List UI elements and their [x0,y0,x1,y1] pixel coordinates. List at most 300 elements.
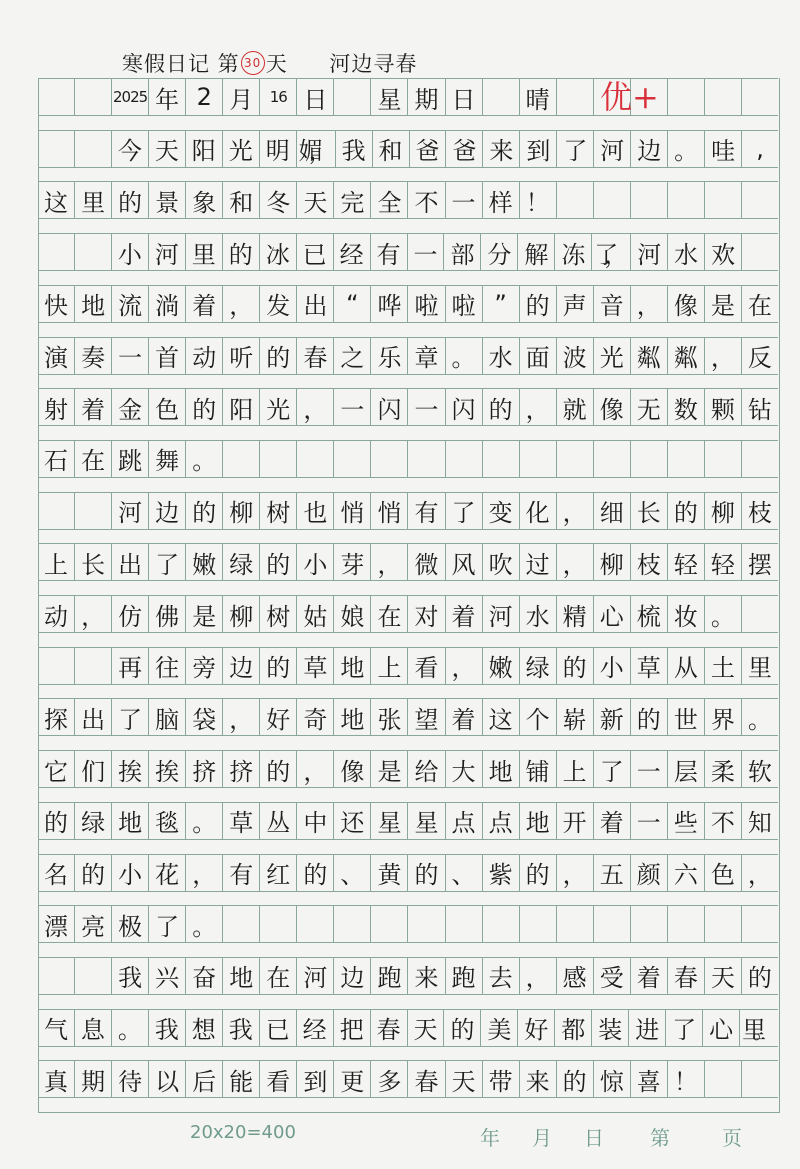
grid-cell: 脑 [149,699,186,735]
grid-cell: 真 [38,1061,75,1097]
grid-cell: 长 [75,544,112,580]
grid-cell: 光 [260,389,297,425]
grid-cell: 的 [260,648,297,684]
grid-cell: 长 [631,493,668,529]
grid-cell: 柳 [594,544,631,580]
grid-cell: 了 [149,544,186,580]
grid-cell [742,1061,778,1097]
grid-cell: 地 [75,286,112,322]
grid-cell [297,906,334,942]
grid-cell: 着 [446,596,483,632]
grid-cell: 亮 [75,906,112,942]
grid-cell: 小 [594,648,631,684]
grid-cell: 水 [483,338,520,374]
grid-cell [223,906,260,942]
grid-cell: ， [557,493,594,529]
grid-cell: 听 [223,338,260,374]
footer-page-prefix: 第 [650,1126,670,1150]
grid-cell: 的 [747,964,772,993]
grid-cell: 、 [446,855,483,891]
grid-cell: 好 [260,699,297,735]
grid-cell: 。 [705,596,742,632]
grid-cell: 象 [186,182,223,218]
grid-cell: 土 [705,648,742,684]
grid-cell: ！ [668,1061,705,1097]
grid-cell: 能 [223,1061,260,1097]
grid-cell: 一 [112,338,149,374]
grid-cell: 了 [446,493,483,529]
grid-cell: 一 [334,389,371,425]
grid-cell: 我 [223,1010,260,1046]
grid-cell: 挤 [186,751,223,787]
grid-cell: ， [631,286,668,322]
footer-page-suffix: 页 [722,1126,742,1150]
grid-cell: ！ [520,182,557,218]
grid-cell: 已 [260,1010,297,1046]
grid-cell: 着 [631,958,668,994]
grid-cell: 给 [408,751,445,787]
grid-cell: 的 [260,338,297,374]
grid-cell: 跳 [112,441,149,477]
grid-cell: 上 [38,544,75,580]
grid-cell [223,441,260,477]
grid-cell: 的 [520,286,557,322]
grid-cell: 欢 [705,234,742,270]
grid-cell: 。 [186,803,223,839]
footer-day: 日 [584,1126,604,1150]
grid-cell: 里 [747,654,772,683]
grid-cell: 新 [594,699,631,735]
grid-cell: 舞 [149,441,186,477]
grid-cell [557,441,594,477]
grid-cell: 明 [260,131,297,167]
grid-cell: 铺 [520,751,557,787]
grid-cell: 今 [112,131,149,167]
grid-cell: 天 [705,958,742,994]
grid-cell: 之 [334,338,371,374]
grid-cell: 的 [38,803,75,839]
grid-cell: ， [705,338,742,374]
grid-cell: 天 [408,1010,445,1046]
grid-cell: 的 [112,182,149,218]
grid-cell: 天 [297,182,334,218]
grid-cell: 。 [747,705,772,734]
grid-cell [742,182,778,218]
grid-cell: 轻 [668,544,705,580]
grid-cell: ， [557,855,594,891]
grid-cell: 地 [483,751,520,787]
grid-cell: 知 [747,809,772,838]
grid-cell: 一 [631,751,668,787]
grid-cell: 们 [75,751,112,787]
grid-cell: 看 [408,648,445,684]
grid-cell [594,182,631,218]
grid-cell: 在 [75,441,112,477]
grid-cell: 来 [483,131,520,167]
grid-cell: 挨 [149,751,186,787]
grid-cell: 边 [149,493,186,529]
grid-cell: 河 [112,493,149,529]
grid-row [38,543,778,581]
grid-cell: 的 [186,493,223,529]
grid-cell: 流 [112,286,149,322]
grid-cell: 看 [260,1061,297,1097]
grid-row [38,1060,778,1098]
diary-title [122,48,417,78]
grid-cell: 探 [38,699,75,735]
grid-cell [334,906,371,942]
grid-cell: 景 [149,182,186,218]
grid-cell: , [756,134,764,163]
grid-cell: 草 [223,803,260,839]
grid-cell: 着 [446,699,483,735]
grid-cell: 悄 [334,493,371,529]
grid-cell: 首 [149,338,186,374]
grid-cell: 出 [297,286,334,322]
grid-cell: 对 [408,596,445,632]
grid-count-label: 20x20=400 [190,1122,296,1143]
grid-cell: 了 [112,699,149,735]
grid-cell: 地 [520,803,557,839]
grid-cell [334,79,371,115]
grid-cell: 快 [38,286,75,322]
grid-cell: 在 [260,958,297,994]
grid-cell: 跑 [446,958,483,994]
grid-cell: 边 [334,958,371,994]
grid-cell [38,131,75,167]
grid-cell: 树 [260,493,297,529]
grid-cell: 了， [592,234,631,270]
grid-cell [408,906,445,942]
grid-cell: 16 [260,79,297,115]
grid-cell: ， [747,861,772,889]
grid-cell: 兴 [149,958,186,994]
grid-cell: 毯 [149,803,186,839]
grid-cell: 来 [408,958,445,994]
title-prefix: 寒假日记 第 [122,52,240,76]
grid-cell: 里 [186,234,223,270]
grid-cell [705,182,742,218]
grid-cell: 进 [629,1010,666,1046]
grid-cell: 好 [518,1010,555,1046]
grid-cell [705,79,742,115]
grid-cell: 喜 [631,1061,668,1097]
grid-cell [75,79,112,115]
grid-row [38,78,778,116]
grid-cell [75,234,112,270]
grid-cell: 着 [594,803,631,839]
grid-cell: ， [223,286,260,322]
grid-cell: 天 [446,1061,483,1097]
grid-cell: 风 [446,544,483,580]
grid-cell: 开 [557,803,594,839]
grid-cell: 小 [297,544,334,580]
grid-cell: 待 [112,1061,149,1097]
grid-cell: 的 [186,389,223,425]
grid-cell: 光 [594,338,631,374]
grid-cell: 丛 [260,803,297,839]
grid-cell: 出 [112,544,149,580]
grid-cell: 水 [520,596,557,632]
grid-cell [668,79,705,115]
grid-cell: 。 [186,906,223,942]
grid-cell: 了 [666,1010,703,1046]
grid-cell: ” [483,286,520,322]
grid-cell: 爸 [446,131,483,167]
grid-cell: 了 [594,751,631,787]
grid-cell: 发 [260,286,297,322]
grid-cell: 绿 [223,544,260,580]
grid-cell [631,441,668,477]
grid-cell: 柔 [705,751,742,787]
grid-cell: 悄 [371,493,408,529]
grid-cell: 分 [481,234,518,270]
grid-cell: 爸 [410,131,447,167]
grid-cell: 演 [38,338,75,374]
grid-row [38,750,778,788]
grid-cell: 样 [483,182,520,218]
teacher-grade: 优+ [600,78,659,116]
grid-row [38,285,778,323]
grid-cell: 和 [373,131,410,167]
grid-cell [75,131,112,167]
grid-cell: 带 [483,1061,520,1097]
grid-cell: 层 [668,751,705,787]
grid-cell: 的 [260,544,297,580]
grid-cell: 水 [668,234,705,270]
grid-cell: 的 [260,751,297,787]
grid-cell [483,441,520,477]
grid-cell: 一 [408,234,445,270]
grid-cell: 花 [149,855,186,891]
grid-cell: 上 [557,751,594,787]
grid-cell: 精 [557,596,594,632]
grid-cell: 挨 [112,751,149,787]
grid-cell: 媚， [297,131,336,167]
grid-cell: 到 [520,131,557,167]
grid-cell: 石 [38,441,75,477]
grid-cell: 的 [223,234,260,270]
grid-cell: 部 [444,234,481,270]
grid-cell: 边 [223,648,260,684]
grid-cell: 河 [631,234,668,270]
grid-cell: 色 [149,389,186,425]
grid-cell: 一 [631,803,668,839]
grid-cell: 妆 [668,596,705,632]
grid-cell [483,906,520,942]
grid-cell: 动 [186,338,223,374]
grid-cell [594,441,631,477]
grid-cell: 了 [149,906,186,942]
grid-cell [371,906,408,942]
grid-cell [557,79,594,115]
grid-cell: 一 [446,182,483,218]
grid-row [38,440,778,478]
grid-cell: 想 [186,1010,223,1046]
grid-cell: 河 [149,234,186,270]
grid-cell: 个 [520,699,557,735]
grid-cell: 些 [668,803,705,839]
grid-cell [668,182,705,218]
grid-cell: ， [186,855,223,891]
grid-row [38,130,778,168]
grid-cell: 粼 [631,338,668,374]
grid-cell [446,441,483,477]
grid-cell [38,79,75,115]
grid-cell: 地 [334,699,371,735]
grid-cell: 地 [334,648,371,684]
grid-cell [75,493,112,529]
grid-cell: 颗 [705,389,742,425]
grid-cell: 以 [149,1061,186,1097]
grid-cell: 啦 [446,286,483,322]
grid-row [38,698,778,736]
grid-cell [38,648,75,684]
grid-cell: 像 [594,389,631,425]
grid-cell: ， [520,958,557,994]
title-subject: 河边寻春 [329,52,418,76]
grid-cell: 气 [38,1010,75,1046]
grid-cell: “ [334,286,371,322]
grid-cell: 面 [520,338,557,374]
grid-cell: 动 [38,596,75,632]
grid-cell: 冬 [260,182,297,218]
grid-cell [594,906,631,942]
grid-cell: 。 [446,338,483,374]
grid-cell: 息 [75,1010,112,1046]
grid-cell: 摆 [747,550,772,579]
grid-cell [75,958,112,994]
grid-cell: 树 [260,596,297,632]
grid-cell: 名 [38,855,75,891]
grid-cell: 枝 [747,499,772,528]
grid-cell: 星 [371,803,408,839]
grid-cell: 波 [557,338,594,374]
grid-cell: 五 [594,855,631,891]
grid-cell: 了 [557,131,594,167]
grid-cell: 河 [297,958,334,994]
grid-cell: 经 [334,234,371,270]
grid-cell [38,234,75,270]
grid-cell: 日 [297,79,334,115]
grid-cell: 崭 [557,699,594,735]
grid-cell [742,441,778,477]
grid-cell: 是 [705,286,742,322]
grid-cell: 春 [297,338,334,374]
grid-cell: 我 [149,1010,186,1046]
grid-cell: 也 [297,493,334,529]
grid-cell: 的 [483,389,520,425]
grid-cell: 极 [112,906,149,942]
grid-cell [705,1061,742,1097]
grid-cell: 绿 [75,803,112,839]
grid-row [38,905,778,943]
grid-cell: 轻 [705,544,742,580]
grid-cell: 啦 [408,286,445,322]
grid-cell [260,441,297,477]
grid-cell: 在 [747,292,772,321]
grid-cell: 后 [186,1061,223,1097]
grid-cell: 芽 [334,544,371,580]
grid-cell: 感 [557,958,594,994]
grid-cell: 春 [408,1061,445,1097]
grid-cell: 冻 [555,234,592,270]
grid-cell [520,906,557,942]
grid-cell [75,648,112,684]
grid-cell: 哇 [705,131,742,167]
grid-cell: 再 [112,648,149,684]
grid-cell: 它 [38,751,75,787]
grid-cell: 柳 [223,596,260,632]
grid-cell: 2 [186,79,223,115]
grid-cell: 在 [371,596,408,632]
grid-cell: 星 [371,79,408,115]
grid-cell: 黄 [371,855,408,891]
grid-row [38,595,778,633]
grid-cell: 化 [520,493,557,529]
grid-row [38,1009,778,1047]
grid-cell: 数 [668,389,705,425]
day-number-circled: 30 [241,51,265,75]
grid-cell: 的 [297,855,334,891]
grid-cell: 绿 [520,648,557,684]
grid-cell: 过 [520,544,557,580]
grid-cell: 把 [334,1010,371,1046]
grid-cell: 不 [705,803,742,839]
grid-cell: 奇 [297,699,334,735]
grid-cell: ， [223,699,260,735]
grid-cell: 到 [297,1061,334,1097]
grid-cell [705,441,742,477]
grid-cell: 着 [75,389,112,425]
grid-cell: 小 [112,234,149,270]
grid-cell: 河 [483,596,520,632]
grid-cell [334,441,371,477]
grid-cell: 解 [518,234,555,270]
grid-cell: 章 [408,338,445,374]
grid-cell: 更 [334,1061,371,1097]
grid-cell [705,906,742,942]
grid-cell: 年 [149,79,186,115]
grid-cell: 完 [334,182,371,218]
grid-cell: 出 [75,699,112,735]
grid-cell: 点 [446,803,483,839]
grid-cell: 软 [747,757,772,786]
grid-cell: 吹 [483,544,520,580]
grid-cell: 往 [149,648,186,684]
grid-cell: 装 [592,1010,629,1046]
grid-cell [557,906,594,942]
grid-cell [668,441,705,477]
grid-cell: 张 [371,699,408,735]
grid-cell: 望 [408,699,445,735]
grid-cell: 点 [483,803,520,839]
grid-cell: 大 [446,751,483,787]
grid-cell [260,906,297,942]
grid-cell: 期 [408,79,445,115]
grid-cell: 娘 [334,596,371,632]
grid-cell [520,441,557,477]
grid-cell: 受 [594,958,631,994]
grid-cell: 像 [334,751,371,787]
grid-cell [297,441,334,477]
grid-cell: ， [75,596,112,632]
grid-cell: 挤 [223,751,260,787]
grid-cell: 全 [371,182,408,218]
grid-cell: 还 [334,803,371,839]
grid-cell [631,182,668,218]
grid-cell: 的 [668,493,705,529]
